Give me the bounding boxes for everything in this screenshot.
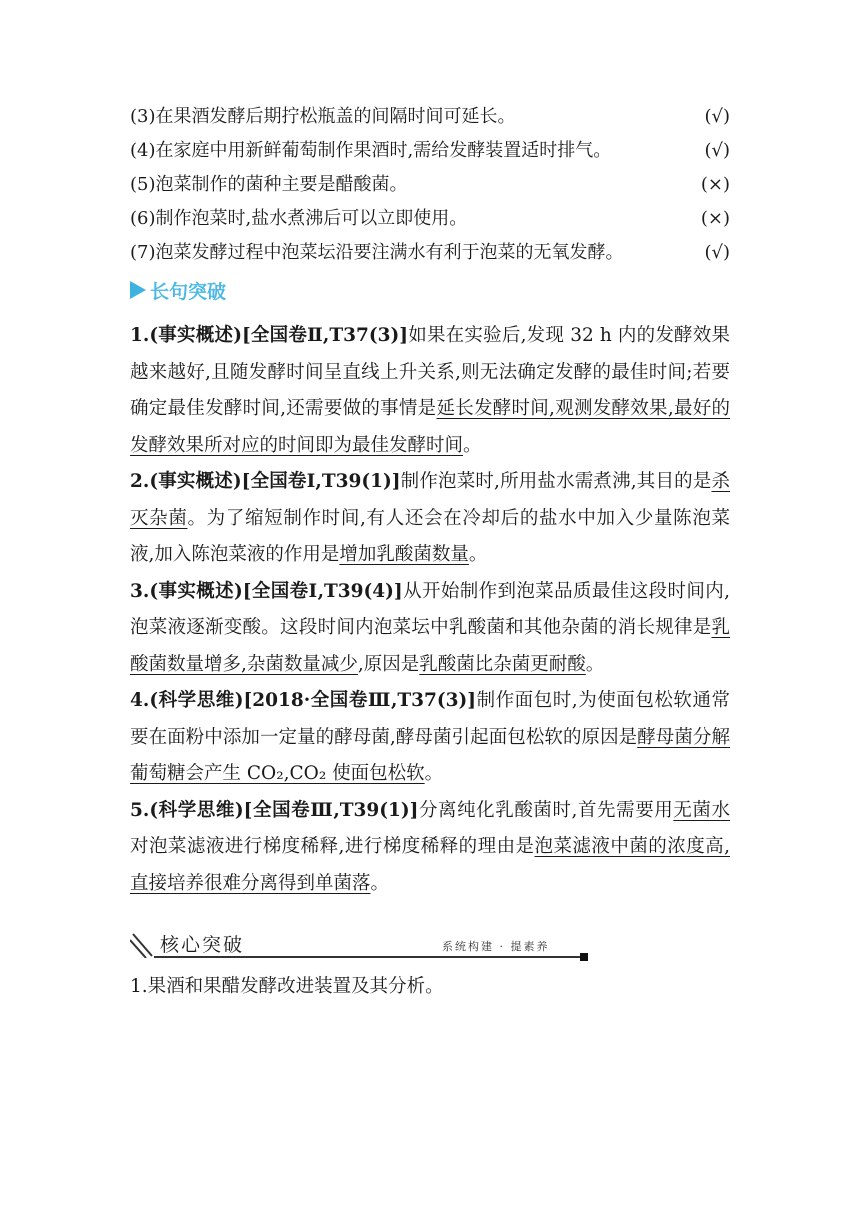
- judgment-item: [130, 202, 730, 236]
- section-subtitle: 系统构建 · 提素养: [442, 940, 550, 953]
- slash-decoration-icon: [130, 932, 154, 958]
- answer-text: 乳酸菌数量增多,杂菌数量减少: [130, 617, 730, 675]
- answer-text: 泡菜滤液中菌的浓度高,直接培养很难分离得到单菌落: [130, 836, 730, 894]
- document-page: [130, 100, 730, 902]
- judgment-mark: (√): [704, 242, 730, 263]
- question-2: [130, 464, 730, 574]
- core-item: 1.果酒和果醋发酵改进装置及其分析。: [130, 976, 444, 997]
- answer-text: 酵母菌分解葡萄糖会产生 CO₂,CO₂ 使面包松软: [130, 726, 730, 784]
- answer-text: 无菌水: [673, 799, 730, 821]
- square-marker-icon: [580, 953, 588, 961]
- arrow-icon: [130, 281, 146, 299]
- judgment-text: (3)在果酒发酵后期拧松瓶盖的间隔时间可延长。: [130, 106, 516, 127]
- question-tag: (事实概述)[全国卷Ⅰ,T39(1)]: [149, 471, 401, 492]
- judgment-mark: (√): [704, 140, 730, 161]
- judgment-text: (6)制作泡菜时,盐水煮沸后可以立即使用。: [130, 208, 468, 229]
- question-number: 5.: [130, 799, 150, 821]
- judgment-mark: (×): [700, 174, 730, 195]
- question-1: [130, 318, 730, 464]
- judgment-list: [130, 100, 730, 270]
- judgment-item: [130, 168, 730, 202]
- section-title: 长句突破: [150, 280, 227, 303]
- question-text: 对泡菜滤液进行梯度稀释,进行梯度稀释的理由是: [130, 836, 535, 857]
- section-title: 核心突破: [160, 934, 245, 956]
- question-4: [130, 683, 730, 793]
- section-core-header: [130, 928, 582, 964]
- question-text: 制作泡菜时,所用盐水需煮沸,其目的是: [400, 471, 712, 492]
- question-text: ,原因是: [357, 653, 420, 675]
- judgment-mark: (×): [700, 208, 730, 229]
- question-tail: 。: [585, 653, 605, 675]
- question-tag: (科学思维)[2018·全国卷Ⅲ,T37(3)]: [149, 690, 477, 711]
- question-tail: 。: [370, 872, 390, 894]
- judgment-mark: (√): [704, 106, 730, 127]
- judgment-text: (7)泡菜发酵过程中泡菜坛沿要注满水有利于泡菜的无氧发酵。: [130, 242, 624, 263]
- answer-text: 增加乳酸菌数量: [339, 544, 469, 565]
- judgment-item: [130, 134, 730, 168]
- question-text: 制作面包时,为使面包松软通常要在面粉中添加一定量的酵母菌,酵母菌引起面包松软的原因是: [130, 690, 730, 748]
- question-text: 。为了缩短制作时间,有人还会在冷却后的盐水中加入少量陈泡菜液,加入陈泡菜液的作用是: [130, 507, 730, 565]
- answer-text: 延长发酵时间,观测发酵效果,最好的发酵效果所对应的时间即为最佳发酵时间: [130, 398, 731, 456]
- question-tag: (科学思维)[全国卷Ⅲ,T39(1)]: [149, 799, 419, 821]
- judgment-item: [130, 100, 730, 134]
- judgment-text: (4)在家庭中用新鲜葡萄制作果酒时,需给发酵装置适时排气。: [130, 140, 612, 161]
- answer-text: 杀灭杂菌: [130, 471, 730, 529]
- question-text: 分离纯化乳酸菌时,首先需要用: [418, 799, 674, 821]
- judgment-item: [130, 236, 730, 270]
- divider: [154, 956, 580, 958]
- question-tag: (事实概述)[全国卷Ⅱ,T37(3)]: [149, 325, 408, 346]
- question-tail: 。: [463, 434, 482, 456]
- question-number: 2.: [130, 471, 150, 492]
- question-number: 4.: [130, 690, 150, 711]
- question-5: [130, 793, 730, 903]
- question-number: 3.: [130, 580, 150, 602]
- question-tail: 。: [424, 763, 444, 784]
- judgment-text: (5)泡菜制作的菌种主要是醋酸菌。: [130, 174, 408, 195]
- section-long-sentence-header: [130, 272, 730, 308]
- question-number: 1.: [130, 325, 150, 346]
- question-tag: (事实概述)[全国卷Ⅰ,T39(4)]: [149, 580, 403, 602]
- question-text: 从开始制作到泡菜品质最佳这段时间内,泡菜液逐渐变酸。这段时间内泡菜坛中乳酸菌和其他杂菌的消长规律是: [130, 580, 731, 638]
- question-3: [130, 574, 730, 684]
- question-tail: 。: [468, 544, 488, 565]
- question-text: 如果在实验后,发现 32 h 内的发酵效果越来越好,且随发酵时间呈直线上升关系,则无法确定发酵的最佳时间;若要确定最佳发酵时间,还需要做的事情是: [130, 325, 730, 419]
- answer-text: 乳酸菌比杂菌更耐酸: [419, 653, 586, 675]
